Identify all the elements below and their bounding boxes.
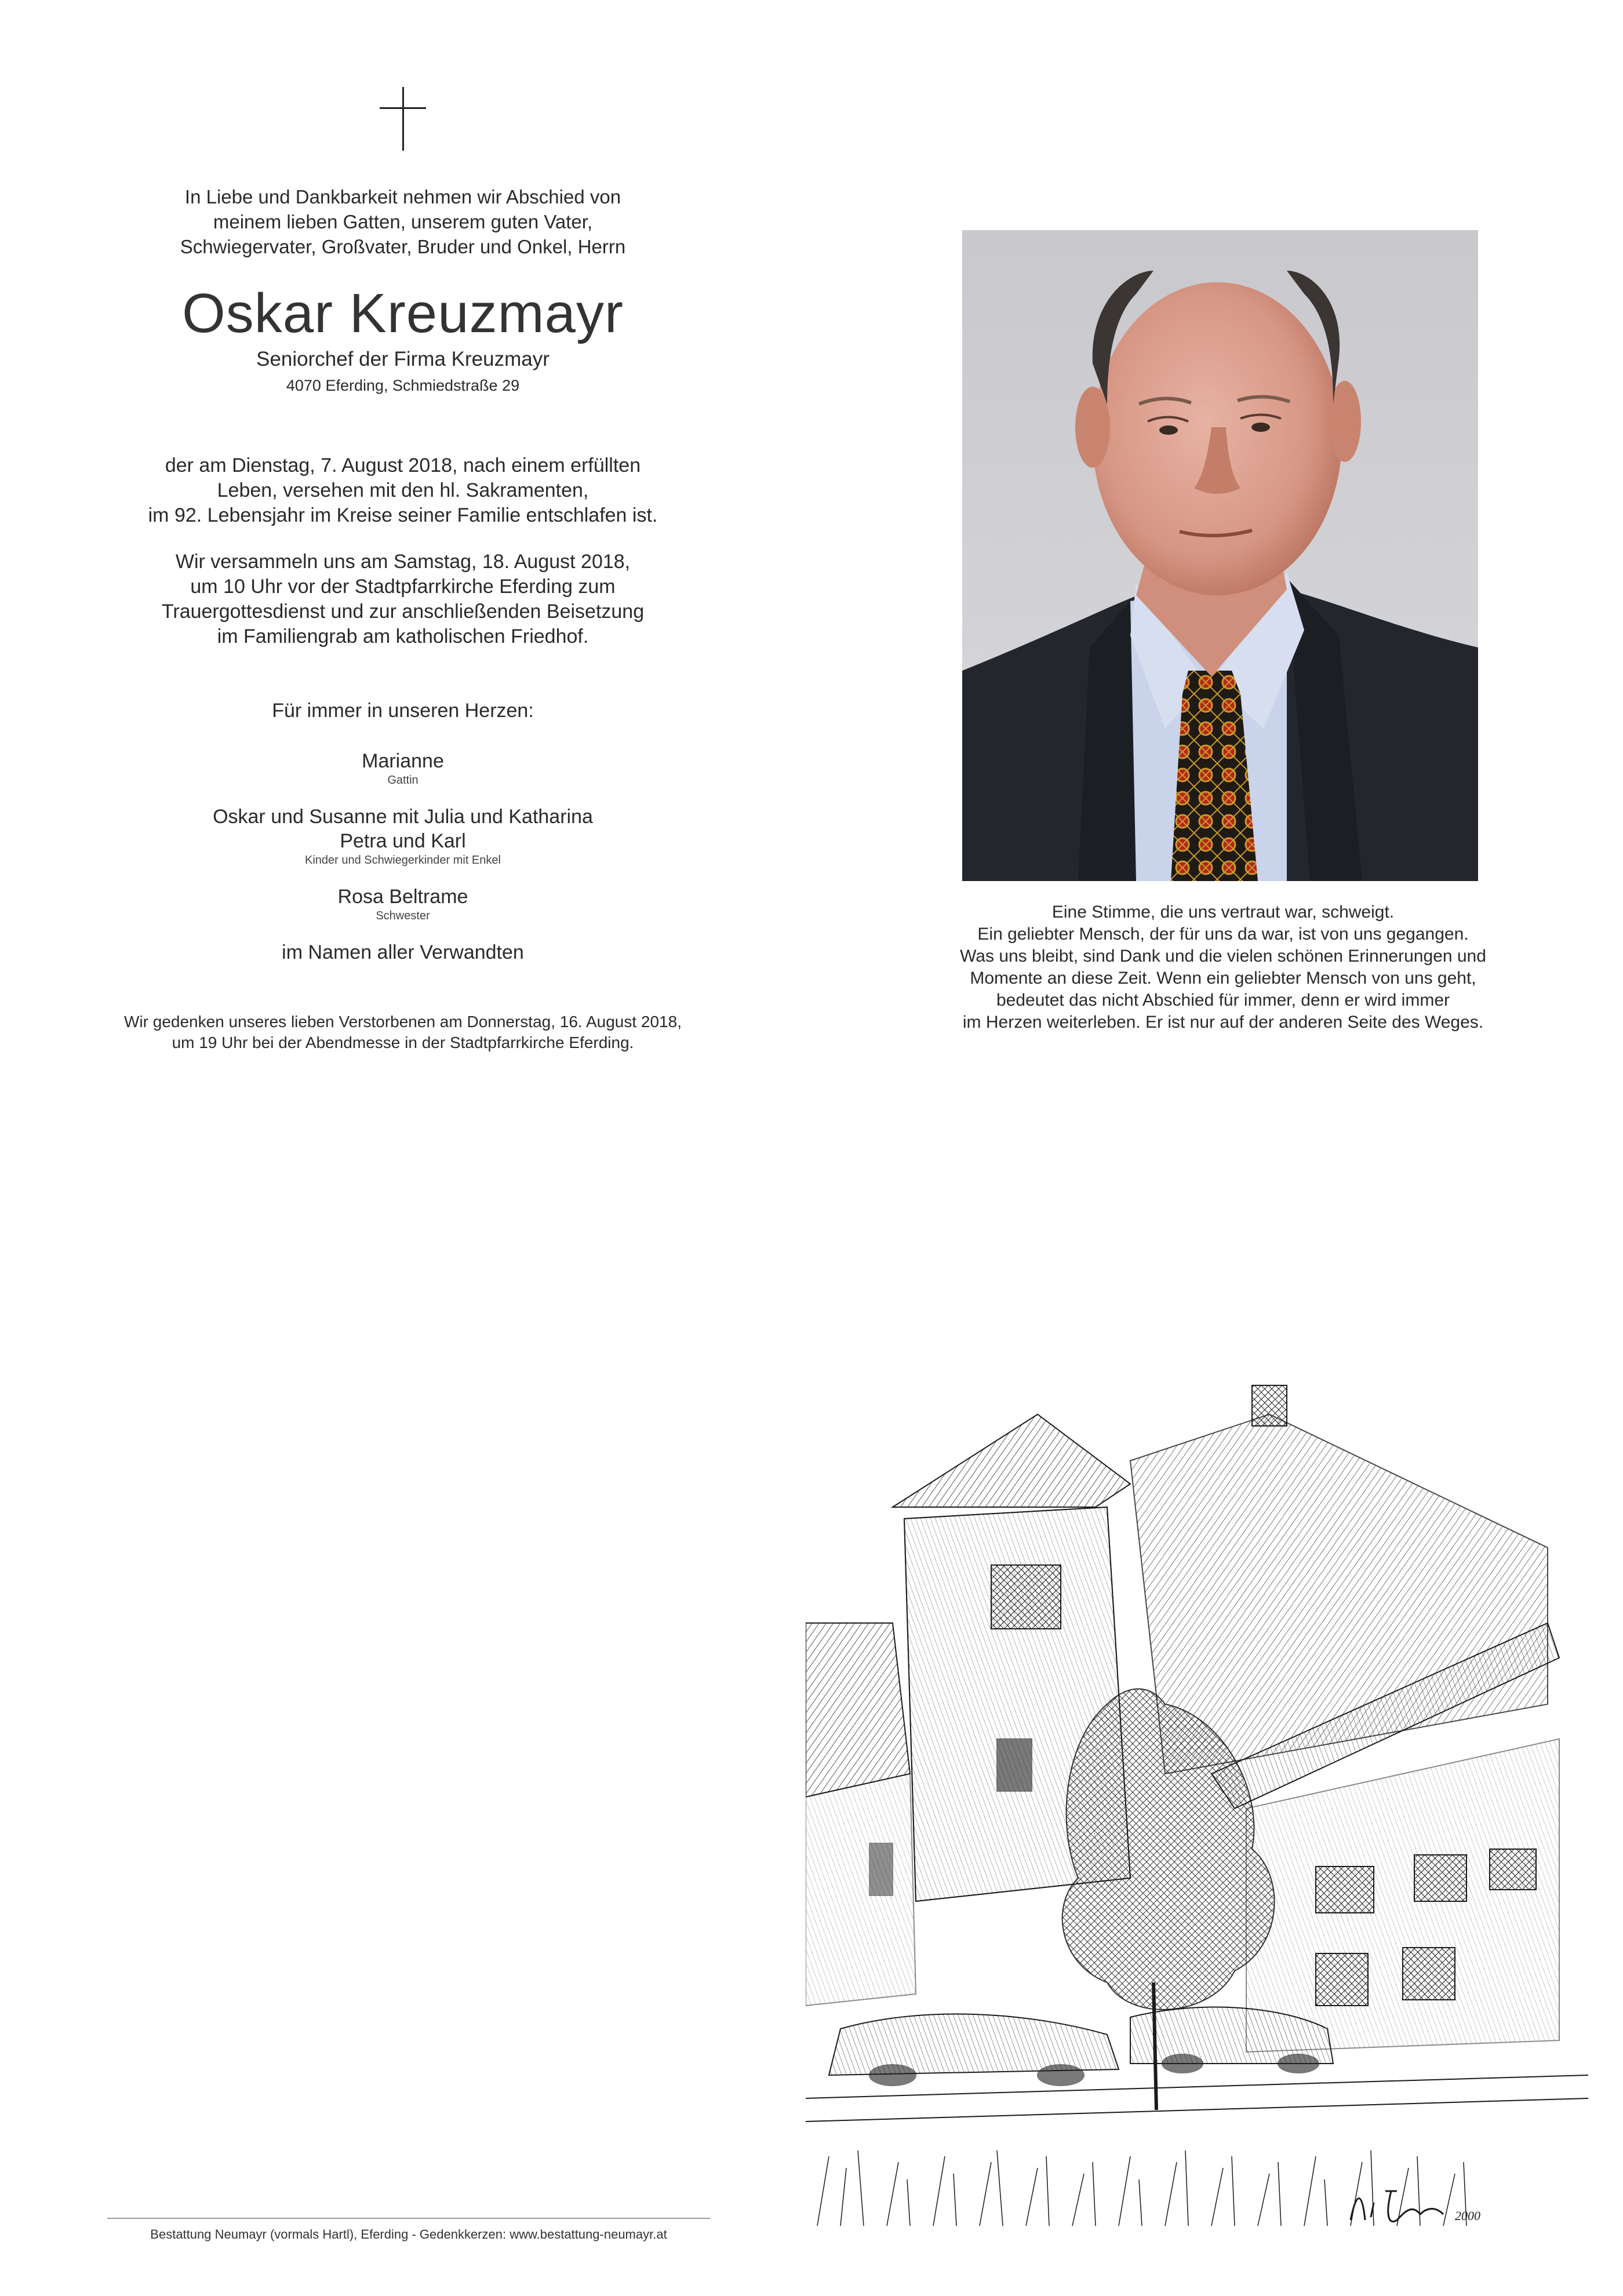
funeral-line: um 10 Uhr vor der Stadtpfarrkirche Eferding zum	[190, 576, 616, 598]
deceased-name: Oskar Kreuzmayr	[182, 282, 624, 344]
cross-icon	[380, 87, 426, 151]
intro-line: Schwiegervater, Großvater, Bruder und Onkel, Herrn	[180, 236, 626, 257]
mourner-name: Oskar und Susanne mit Julia und Katharina	[213, 806, 593, 828]
mourner-role: Gattin	[387, 774, 419, 787]
mourner-role: Schwester	[376, 909, 430, 922]
sketch-signature: 2000	[1455, 2208, 1480, 2223]
deceased-address: 4070 Eferding, Schmiedstraße 29	[286, 377, 520, 394]
building-sketch	[806, 1298, 1588, 2243]
funeral-line: Wir versammeln uns am Samstag, 18. August 2018,	[175, 551, 631, 573]
memorial-line: um 19 Uhr bei der Abendmesse in der Stadtpfarrkirche Eferding.	[172, 1034, 634, 1051]
death-notice	[87, 453, 719, 528]
mourner-role: Kinder und Schwiegerkinder mit Enkel	[305, 854, 501, 867]
death-notice-line: im 92. Lebensjahr im Kreise seiner Familie entschlafen ist.	[148, 504, 658, 526]
quote-text	[893, 901, 1553, 1034]
quote-line: Ein geliebter Mensch, der für uns da war, ist von uns gegangen.	[977, 925, 1469, 944]
mourner-name: Petra und Karl	[340, 830, 466, 852]
intro-text	[87, 184, 719, 259]
funeral-line: Trauergottesdienst und zur anschließenden Beisetzung	[161, 601, 645, 623]
memorial-line: Wir gedenken unseres lieben Verstorbenen am Donnerstag, 16. August 2018,	[124, 1013, 682, 1031]
quote-line: Eine Stimme, die uns vertraut war, schweigt.	[1051, 903, 1395, 922]
mourner-name: Marianne	[362, 750, 444, 772]
footer-divider	[107, 2218, 710, 2219]
quote-line: Was uns bleibt, sind Dank und die vielen schönen Erinnerungen und	[960, 947, 1486, 966]
death-notice-line: Leben, versehen mit den hl. Sakramenten,	[217, 479, 589, 501]
portrait-photo	[962, 230, 1478, 881]
memorial-mass	[87, 1011, 719, 1053]
mourner-name: Rosa Beltrame	[337, 886, 468, 908]
intro-line: In Liebe und Dankbarkeit nehmen wir Abschied von	[184, 186, 621, 208]
funeral-line: im Familiengrab am katholischen Friedhof.	[217, 625, 589, 647]
intro-line: meinem lieben Gatten, unserem guten Vater,	[213, 211, 593, 232]
death-notice-line: der am Dienstag, 7. August 2018, nach einem erfüllten	[165, 454, 641, 476]
quote-line: Momente an diese Zeit. Wenn ein geliebter Mensch von uns geht,	[970, 969, 1476, 988]
footer-text: Bestattung Neumayr (vormals Hartl), Eferding - Gedenkkerzen: www.bestattung-neumayr.at	[150, 2227, 667, 2242]
funeral-notice	[87, 550, 719, 649]
mourners-closing: im Namen aller Verwandten	[282, 941, 524, 963]
quote-line: bedeutet das nicht Abschied für immer, denn er wird immer	[996, 991, 1450, 1010]
deceased-title: Seniorchef der Firma Kreuzmayr	[256, 348, 550, 370]
quote-line: im Herzen weiterleben. Er ist nur auf der anderen Seite des Weges.	[962, 1013, 1484, 1032]
mourners-heading: Für immer in unseren Herzen:	[272, 700, 534, 722]
